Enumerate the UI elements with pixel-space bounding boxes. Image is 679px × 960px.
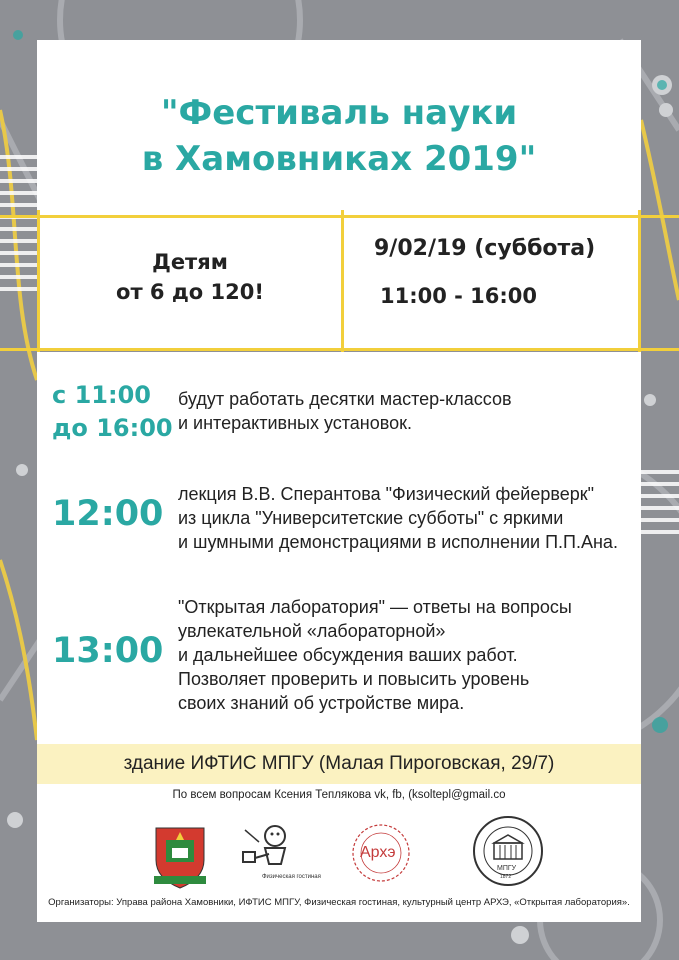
description-line: лекция В.В. Сперантова "Физический фейерверк" [178,484,595,504]
title-panel [37,40,641,215]
program-description [178,482,618,554]
program-time: 13:00 [52,631,164,671]
description-line: "Открытая лаборатория" — ответы на вопросы [178,597,572,617]
divider-bottom [0,348,679,351]
khamovniki-coat-of-arms-logo [150,822,210,890]
venue-address: здание ИФТИС МПГУ (Малая Пироговская, 29/7) [37,744,641,784]
organizers-line: Организаторы: Управа района Хамовники, ИФТИС МПГУ, Физическая гостиная, культурный центр АРХЭ, «Открытая лаборатория». [48,897,630,908]
description-line: и шумными демонстрациями в исполнении П.П.Ана. [178,532,618,552]
audience-line-2: от 6 до 120! [116,280,264,304]
event-hours: 11:00 - 16:00 [380,284,538,308]
audience-text [60,247,320,307]
physics-lounge-logo [235,822,307,882]
description-line: и интерактивных установок. [178,413,412,433]
description-line: и дальнейшее обсуждения ваших работ. [178,645,518,665]
contact-line: По всем вопросам Ксения Теплякова vk, fb, (ksoltepl@gmail.co [37,784,641,812]
divider-vertical-right [638,210,641,355]
physics-lounge-caption: Физическая гостиная [262,874,321,880]
mpgu-logo-text: МПГУ [497,865,517,872]
title-line-2: в Хамовниках 2019" [141,139,537,179]
description-line: Позволяет проверить и повысить уровень [178,669,530,689]
audience-line-1: Детям [152,250,228,274]
description-line: увлекательной «лабораторной» [178,621,446,641]
program-time-end: до 16:00 [52,414,173,442]
title-line-1: "Фестиваль науки [160,93,518,133]
description-line: своих знаний об устройстве мира. [178,693,465,713]
description-line: из цикла "Университетские субботы" с яркими [178,508,564,528]
program-description [178,387,512,435]
program-time: 12:00 [52,494,164,534]
mpgu-logo-year: 1872 [500,874,512,880]
program-time-start: с 11:00 [52,381,151,409]
arche-logo-text: Архэ [360,844,396,861]
description-line: будут работать десятки мастер-классов [178,389,512,409]
page-title [37,90,641,182]
program-description [178,595,572,715]
event-date: 9/02/19 (суббота) [374,236,596,261]
